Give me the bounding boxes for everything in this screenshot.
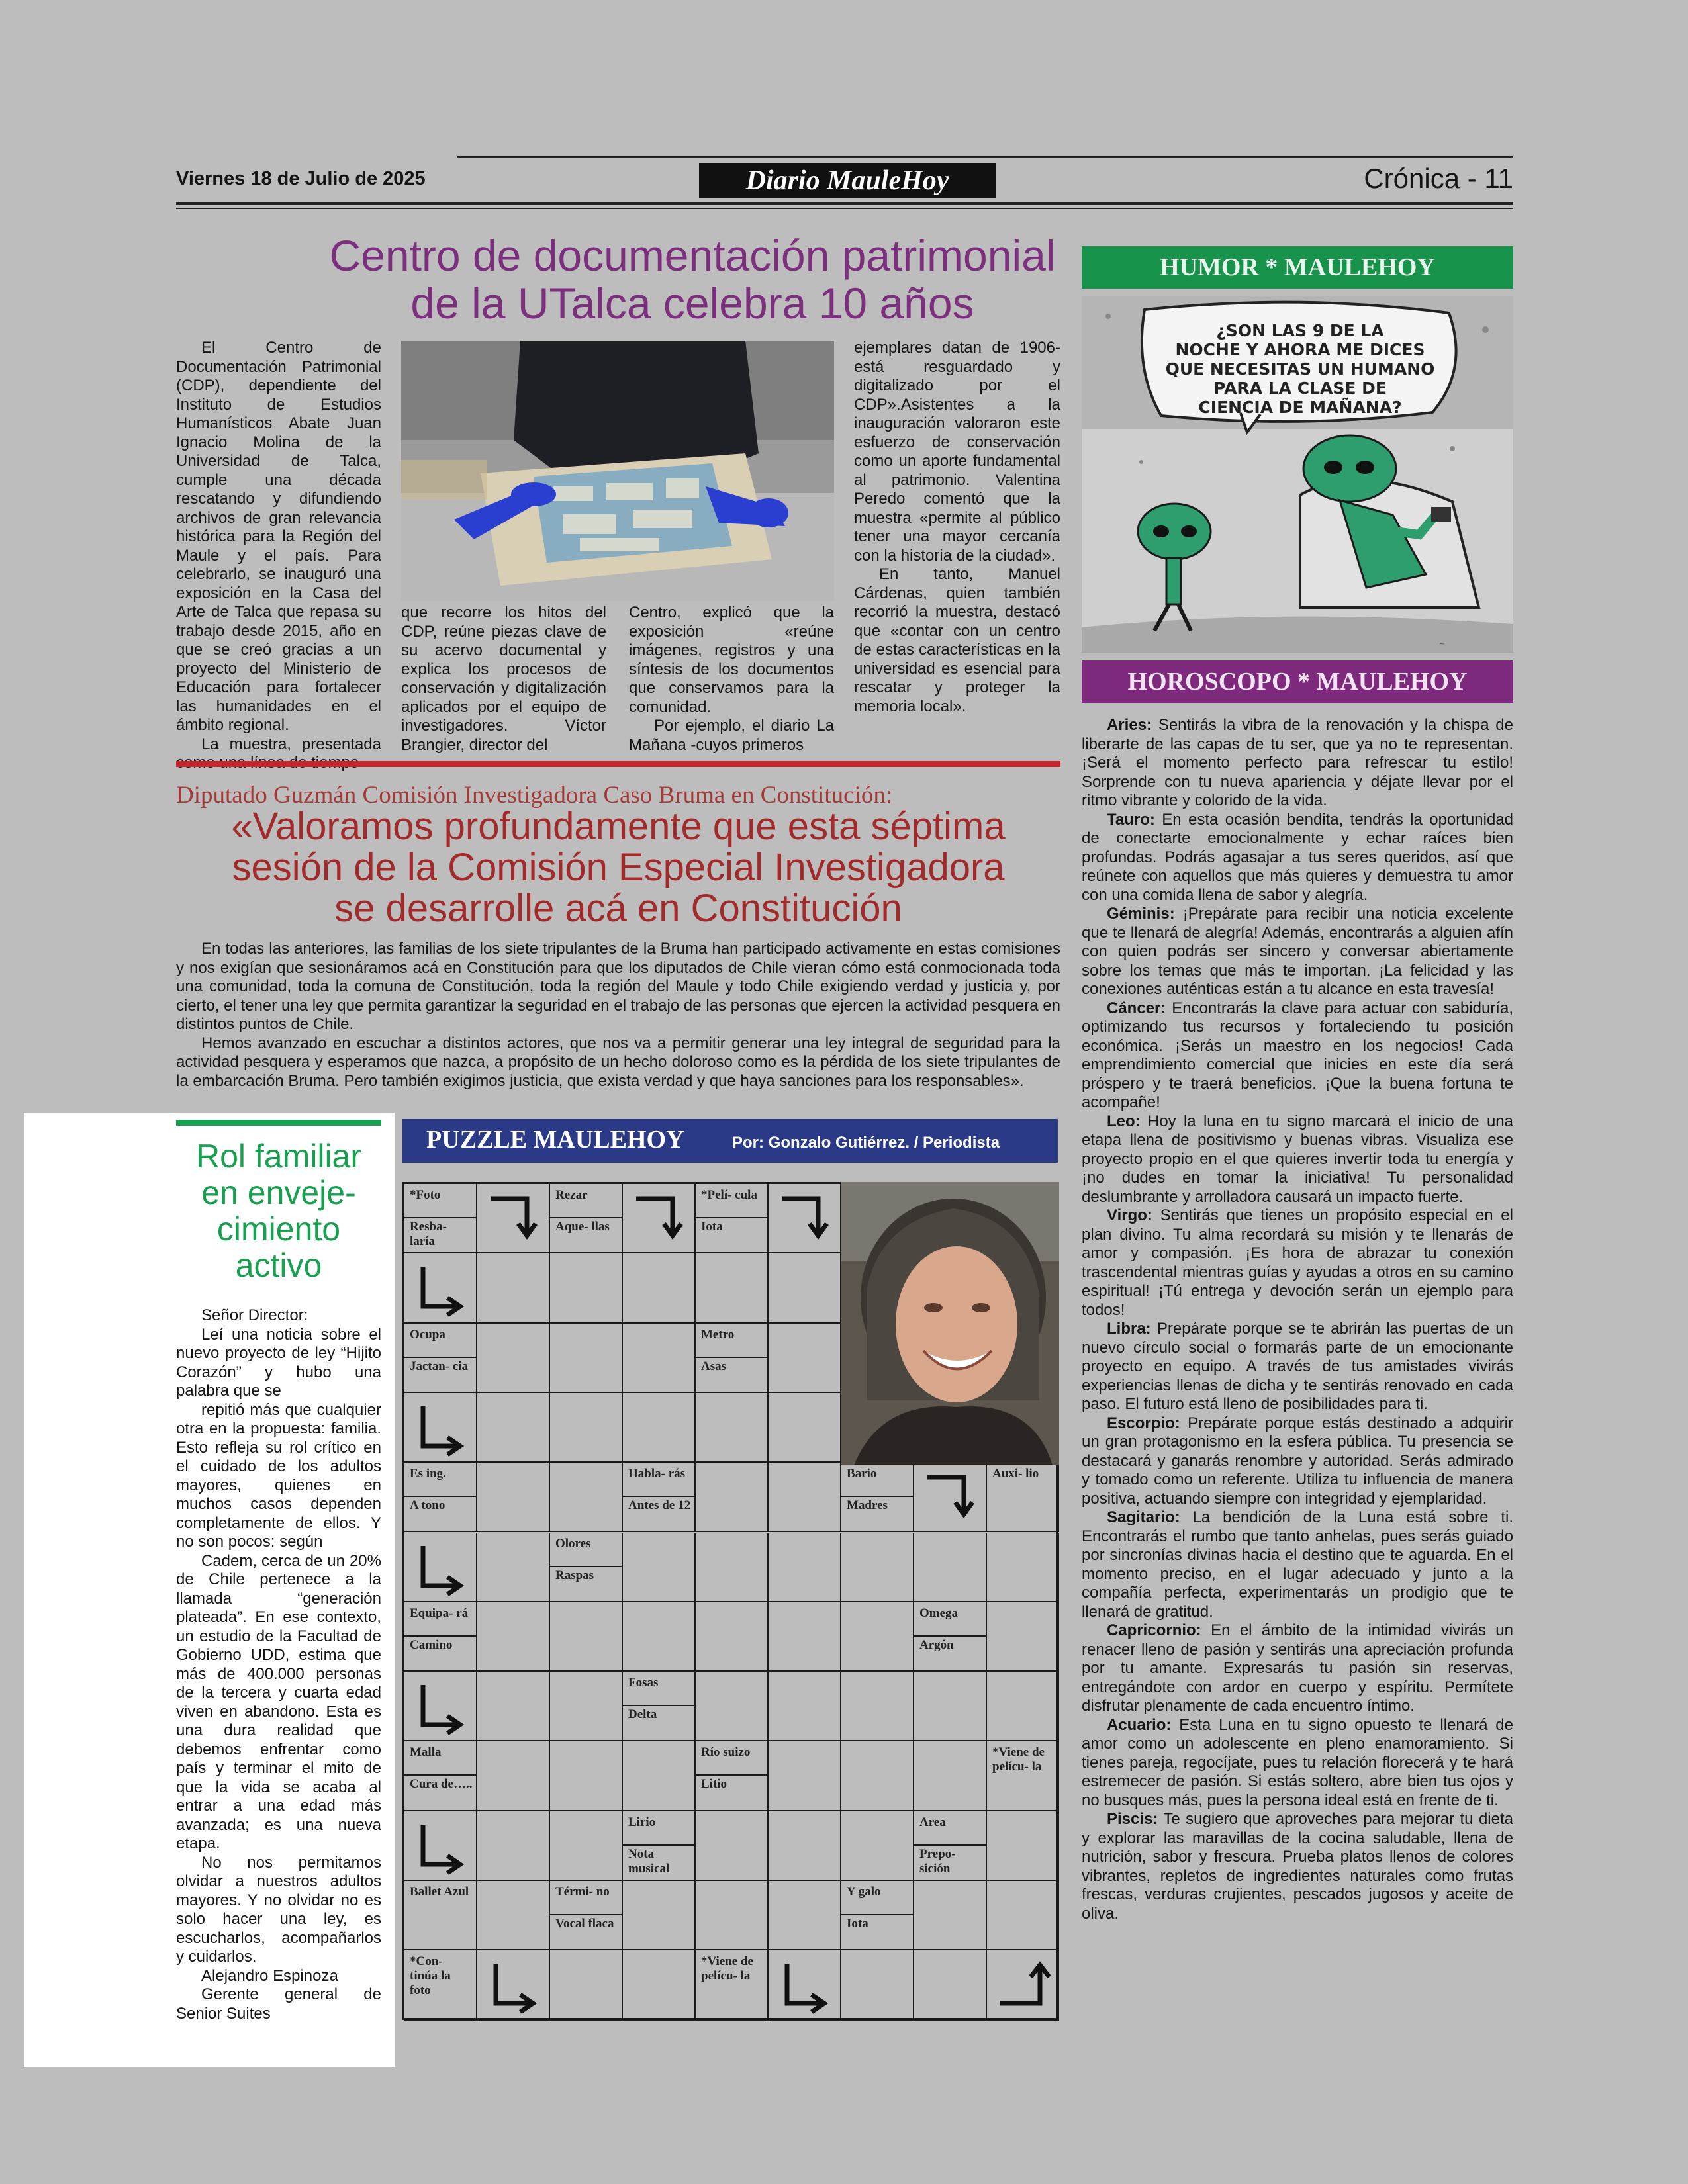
clue-divider: [841, 1496, 913, 1497]
grid-cell[interactable]: [477, 1533, 550, 1602]
arrow-bent-right-icon: [477, 1950, 550, 2020]
grid-cell[interactable]: [769, 1881, 841, 1950]
letter-body: [176, 1306, 381, 2023]
paragraph: Cadem, cerca de un 20% de Chile pertenece a la llamada “generación plateada”. En ese contexto, un estudio de la Facultad de Gobierno UDD, estima que más de 400.000 personas de la tercera y cuarta edad viven en abandono. Esta es una dura realidad que debemos enfrentar como país y terminar el mito de que la vida se acaba al entrar a una edad más avanzada; es una nueva etapa.: [176, 1551, 381, 1852]
clue-divider: [914, 1635, 986, 1637]
crossword-clue: Bario: [847, 1467, 877, 1481]
horoscope-entry: [1082, 716, 1513, 811]
arrow-bent-right-icon: [404, 1253, 477, 1323]
clue-divider: [623, 1844, 694, 1846]
crossword-clue: *Pelí- cula: [701, 1188, 757, 1202]
grid-cell[interactable]: [696, 1672, 769, 1741]
grid-cell[interactable]: [477, 1672, 550, 1741]
grid-cell[interactable]: [769, 1602, 841, 1672]
grid-cell[interactable]: [769, 1324, 841, 1393]
zodiac-sign-name: Acuario:: [1107, 1715, 1172, 1734]
clue-divider: [696, 1217, 767, 1218]
crossword-clue: Madres: [847, 1498, 888, 1513]
zodiac-sign-name: Tauro:: [1107, 810, 1155, 829]
zodiac-sign-text: Esta Luna en tu signo opuesto te llenará de amor como un adolescente en pleno enamoramiento. Si tienes pareja, regocíjate, pues tu relación florecerá y te hará estremecer de pasión. Si estás soltero, abre bien tus ojos y no busques más, pues la persona ideal está en frente de ti.: [1082, 1715, 1513, 1809]
grid-cell[interactable]: [769, 1811, 841, 1881]
zodiac-sign-text: Encontrarás la clave para actuar con sabiduría, optimizando tus recursos y fortaleciendo tu posición económica. ¡Serás un maestro en los negocios! Cada emprendimiento comercial que inicies en este día será próspero y te traerá beneficios. ¡Que la buena fortuna te acompañe!: [1082, 999, 1513, 1111]
crossword-clue: Omega: [919, 1606, 959, 1620]
grid-cell[interactable]: [914, 1741, 987, 1811]
clue-divider: [623, 1496, 694, 1497]
clue-divider: [696, 1357, 767, 1358]
crossword-clue: *Con- tinúa la foto: [410, 1954, 451, 1998]
zodiac-sign-text: En el ámbito de la intimidad vivirás un renacer lleno de pasión y sentirás una apreciación profunda por tu amante. Expresarás tu pasión sin reservas, entregándote con ardor en cuerpo y espíritu. Permítete disfrutar plenamente de cada encuentro íntimo.: [1082, 1621, 1513, 1715]
crossword-clue: *Viene de pelícu- la: [992, 1745, 1045, 1774]
arrow-up-right-icon: [987, 1950, 1059, 2020]
article-2-body: [176, 940, 1060, 1091]
grid-cell[interactable]: [623, 1393, 696, 1463]
headline-line: en enveje-: [201, 1174, 356, 1211]
horoscope-entry: [1082, 999, 1513, 1113]
crossword-clue: Habla- rás: [628, 1467, 686, 1481]
crossword-clue: *Foto: [410, 1188, 441, 1202]
headline-line: cimiento: [216, 1210, 341, 1248]
zodiac-sign-name: Escorpio:: [1107, 1414, 1180, 1432]
crossword-clue: Argón: [919, 1637, 954, 1652]
clue-divider: [404, 1635, 476, 1637]
paragraph: Centro, explicó que la exposición «reúne imágenes, registros y una síntesis de los documentos que conservamos para la comunidad.: [629, 604, 834, 716]
crossword-clue: Olores: [555, 1536, 591, 1551]
crossword-clue: Resba- laría: [410, 1220, 447, 1248]
grid-cell[interactable]: [987, 1881, 1059, 1950]
zodiac-sign-name: Cáncer:: [1107, 999, 1166, 1017]
crossword-clue: *Viene de pelícu- la: [701, 1954, 753, 1983]
arrow-down-icon: [769, 1184, 841, 1253]
grid-cell[interactable]: [477, 1324, 550, 1393]
paragraph: En tanto, Manuel Cárdenas, quien también recorrió la muestra, destacó que «contar con un centro de estas características en la universidad es esencial para rescatar y proteger la memoria local».: [854, 565, 1060, 715]
horoscope-entry: [1082, 1810, 1513, 1923]
grid-cell[interactable]: [696, 1393, 769, 1463]
arrow-down-icon: [914, 1463, 987, 1532]
grid-cell[interactable]: [914, 1881, 987, 1950]
grid-cell[interactable]: [769, 1253, 841, 1323]
grid-cell[interactable]: [914, 1672, 987, 1741]
zodiac-sign-name: Leo:: [1107, 1112, 1141, 1130]
paragraph: El Centro de Documentación Patrimonial (CDP), dependiente del Instituto de Estudios Humanísticos Abate Juan Ignacio Molina de la Universidad de Talca, cumple una década rescatando y difundiendo archivos de gran relevancia histórica para la Región del Maule y el país. Para celebrarlo, se inauguró una exposición en la Casa del Arte de Talca que repasa su trabajo desde 2015, año en que se creó gracias a un proyecto del Ministerio de Educación para fortalecer las humanidades en el ámbito regional.: [176, 339, 381, 734]
grid-cell[interactable]: [477, 1881, 550, 1950]
paragraph: En todas las anteriores, las familias de los siete tripulantes de la Bruma han participado activamente en estas comisiones y nos exigían que sesionáramos acá en Constitución para que los diputados de Chile vieran cómo está conmocionada toda una comunidad, toda la comuna de Constitución, toda la región del Maule y todo Chile exigiendo verdad y justicia y, por cierto, el tener una ley que permita garantizar la seguridad en el trabajo de las personas que ejercen la actividad pesquera en distintos puntos de Chile.: [176, 940, 1060, 1033]
arrow-down-icon: [623, 1184, 696, 1253]
clue-divider: [404, 1496, 476, 1497]
grid-cell[interactable]: [477, 1811, 550, 1881]
crossword-clue: Delta: [628, 1707, 657, 1722]
crossword-clue: Térmi- no: [555, 1885, 610, 1899]
archive-photo: [401, 341, 834, 601]
horoscope-entry: [1082, 1621, 1513, 1716]
crossword-clue: Ballet Azul: [410, 1885, 469, 1899]
humor-cartoon: [1082, 296, 1513, 653]
puzzle-header: [402, 1119, 1058, 1163]
humor-header: HUMOR * MAULEHOY: [1082, 246, 1513, 289]
grid-cell[interactable]: [841, 1741, 914, 1811]
grid-cell[interactable]: [550, 1741, 623, 1811]
crossword-clue: Rezar: [555, 1188, 588, 1202]
grid-cell[interactable]: [769, 1672, 841, 1741]
zodiac-sign-name: Libra:: [1107, 1320, 1151, 1338]
signature-name: Alejandro Espinoza: [201, 1966, 338, 1985]
section-divider: [176, 761, 1060, 767]
clue-divider: [550, 1914, 622, 1915]
grid-cell[interactable]: [769, 1463, 841, 1532]
arrow-bent-right-icon: [404, 1533, 477, 1602]
article-1-headline: [176, 232, 1209, 327]
horoscope-entry: [1082, 1508, 1513, 1621]
horoscope-entry: [1082, 1716, 1513, 1811]
crossword-clue: Nota musical: [628, 1846, 670, 1876]
zodiac-sign-text: En esta ocasión bendita, tendrás la oportunidad de conectarte emocionalmente y echar raíces bien profundas. Podrás agasajar a tus seres queridos, así que reúnete con aquellos que más quieres y demuestra tu amor con una comida llena de sabor y alegría.: [1082, 810, 1514, 904]
crossword-clue: Fosas: [628, 1676, 659, 1690]
grid-cell[interactable]: [987, 1602, 1059, 1672]
clue-divider: [914, 1844, 986, 1846]
crossword-clue: Iota: [701, 1220, 723, 1234]
grid-cell[interactable]: [477, 1253, 550, 1323]
paragraph: No nos permitamos olvidar a nuestros adultos mayores. Y no olvidar no es solo hacer una ley, es escucharlos, acompañarlos y cuidarlos.: [176, 1853, 381, 1966]
paragraph: ejemplares datan de 1906- está resguardado y digitalizado por el CDP».Asistentes a la inauguración valoraron este esfuerzo de conservación como un aporte fundamental al patrimonio. Valentina Peredo comentó que la muestra «permite al público tener una mayor cercanía con la historia de la ciudad».: [854, 339, 1060, 565]
article-1-column-2: [401, 604, 606, 754]
section-page-label: Crónica - 11: [1364, 163, 1513, 194]
article-2-headline: [176, 806, 1060, 929]
zodiac-sign-name: Géminis:: [1107, 905, 1175, 923]
horoscope-entry: [1082, 905, 1513, 999]
newspaper-logo: Diario MauleHoy: [699, 163, 996, 198]
grid-cell[interactable]: [696, 1463, 769, 1532]
crossword-clue: Cura de…..: [410, 1777, 473, 1792]
crossword-clue: Vocal flaca: [555, 1917, 614, 1931]
zodiac-sign-text: Te sugiero que aproveches para mejorar tu dieta y explorar las maravillas de la cocina saludable, llena de nutrición, sabor y frescura. Prueba platos llenos de colores vibrantes, repletos de ingredientes naturales como frutas frescas, verduras crujientes, pescados jugosos y aceite de oliva.: [1082, 1810, 1513, 1923]
paragraph: repitió más que cualquier otra en la propuesta: familia. Esto refleja su rol crítico en el cuidado de los adultos mayores, quienes en muchos casos dependen completamente de ellos. Y no son pocos: según: [176, 1400, 381, 1551]
clue-divider: [404, 1774, 476, 1776]
grid-cell[interactable]: [841, 1950, 914, 2020]
crossword-clue: Equipa- rá: [410, 1606, 469, 1620]
paragraph: La muestra, presentada: [201, 735, 381, 753]
grid-cell[interactable]: [623, 1881, 696, 1950]
grid-cell[interactable]: [623, 1741, 696, 1811]
grid-cell[interactable]: [623, 1533, 696, 1602]
grid-cell[interactable]: [914, 1950, 987, 2020]
grid-cell[interactable]: [696, 1881, 769, 1950]
cartoon-signature: ~: [1439, 639, 1446, 648]
horoscope-entry: [1082, 811, 1513, 905]
clue-divider: [623, 1705, 694, 1706]
grid-cell[interactable]: [769, 1533, 841, 1602]
bubble-line: ¿SON LAS 9 DE LA: [1216, 321, 1384, 340]
grid-cell[interactable]: [550, 1393, 623, 1463]
grid-cell[interactable]: [477, 1741, 550, 1811]
paragraph: que recorre los hitos del CDP, reúne piezas clave de su acervo documental y explica los procesos de conservación y digitalización aplicados por el equipo de investigadores. Víctor Brangier, director del: [401, 604, 606, 754]
grid-cell[interactable]: [477, 1602, 550, 1672]
crossword-clue: Iota: [847, 1917, 868, 1931]
clue-divider: [696, 1774, 767, 1776]
clue-divider: [404, 1217, 476, 1218]
crossword-clue: Auxi- lio: [992, 1467, 1039, 1481]
crossword-clue: Y galo: [847, 1885, 881, 1899]
zodiac-sign-name: Virgo:: [1107, 1206, 1152, 1224]
bubble-line: QUE NECESITAS UN HUMANO: [1165, 359, 1435, 379]
horoscope-body: [1082, 716, 1513, 1923]
grid-cell[interactable]: [623, 1950, 696, 2020]
bubble-line: PARA LA CLASE DE: [1213, 379, 1387, 398]
grid-cell[interactable]: [477, 1393, 550, 1463]
headline-line: de la UTalca celebra 10 años: [410, 279, 974, 328]
zodiac-sign-name: Capricornio:: [1107, 1621, 1201, 1639]
arrow-bent-right-icon: [769, 1950, 841, 2020]
zodiac-sign-name: Aries:: [1107, 716, 1152, 734]
horoscope-entry: [1082, 1206, 1513, 1320]
arrow-bent-right-icon: [404, 1672, 477, 1741]
grid-cell[interactable]: [769, 1393, 841, 1463]
grid-cell[interactable]: [550, 1811, 623, 1881]
paragraph: Hemos avanzado en escuchar a distintos actores, que nos va a permitir generar una ley integral de seguridad para la actividad pesquera y esperamos que nazca, a propósito de un hecho doloroso como es la pérdida de los siete tripulantes de la embarcación Bruma. Pero también exigimos justicia, que exista verdad y que haya sanciones para los responsables».: [176, 1034, 1060, 1090]
horoscope-entry: [1082, 1113, 1513, 1207]
crossword-clue: Aque- llas: [555, 1220, 610, 1234]
header-top-rule: [457, 156, 1513, 158]
puzzle-photo-image: [841, 1182, 1059, 1465]
grid-cell[interactable]: [550, 1253, 623, 1323]
paragraph: Por ejemplo, el diario La Mañana -cuyos primeros: [629, 717, 834, 754]
grid-cell[interactable]: [696, 1533, 769, 1602]
grid-cell[interactable]: [550, 1602, 623, 1672]
headline-line: «Valoramos profundamente que esta séptima: [231, 805, 1006, 848]
headline-line: Rol familiar: [195, 1138, 362, 1175]
header-rule-thin: [176, 208, 1513, 209]
zodiac-sign-text: Prepárate porque se te abrirán las puertas de un nuevo círculo social o formarás parte de un emocionante proyecto en equipo. A través de tus amistades vivirás experiencias llenas de dicha y te sentirás renovado en cada paso. El futuro está lleno de posibilidades para ti.: [1082, 1320, 1514, 1413]
crossword-clue: Río suizo: [701, 1745, 751, 1760]
puzzle-photo: [841, 1182, 1059, 1465]
bubble-line: CIENCIA DE MAÑANA?: [1198, 398, 1402, 417]
headline-line: activo: [235, 1247, 322, 1284]
article-2-kicker: Diputado Guzmán Comisión Investigadora Caso Bruma en Constitución:: [176, 782, 893, 809]
puzzle-byline: Por: Gonzalo Gutiérrez. / Periodista: [732, 1134, 1000, 1152]
bubble-line: NOCHE Y AHORA ME DICES: [1175, 340, 1425, 359]
headline-line: sesión de la Comisión Especial Investigadora: [232, 846, 1005, 889]
crossword-clue: Litio: [701, 1777, 727, 1792]
grid-cell[interactable]: [550, 1463, 623, 1532]
headline-line: se desarrolle acá en Constitución: [334, 887, 902, 930]
arrow-bent-right-icon: [404, 1811, 477, 1881]
grid-cell[interactable]: [623, 1324, 696, 1393]
paragraph: Leí una noticia sobre el nuevo proyecto de ley “Hijito Corazón” y hubo una palabra que se: [176, 1325, 381, 1400]
grid-cell[interactable]: [769, 1741, 841, 1811]
grid-cell[interactable]: [841, 1811, 914, 1881]
crossword-clue: Prepo- sición: [919, 1846, 956, 1876]
grid-cell[interactable]: [696, 1602, 769, 1672]
puzzle-title: PUZZLE MAULEHOY: [426, 1126, 684, 1154]
grid-cell[interactable]: [550, 1324, 623, 1393]
zodiac-sign-text: Hoy la luna en tu signo marcará el inicio de una etapa llena de positivismo y buenas vibras. Visualiza ese proyecto propio en el que quieres invertir toda tu energía y ¡no dudes en tomar la iniciativa! Tu personalidad deslumbrante y arrolladora causará un impacto fuerte.: [1082, 1112, 1513, 1206]
zodiac-sign-text: Prepárate porque estás destinado a adquirir un gran protagonismo en la esfera pública. Tu presencia se destacará y ganarás renombre y autoridad. Serás admirado y tomado como un referente. Utiliza tu influencia de manera positiva, actuando siempre con integridad y ejemplaridad.: [1082, 1414, 1513, 1508]
clue-divider: [404, 1357, 476, 1358]
clue-divider: [550, 1217, 622, 1218]
grid-cell[interactable]: [550, 1672, 623, 1741]
zodiac-sign-text: La bendición de la Luna está sobre ti. Encontrarás el rumbo que tanto anhelas, pues serás guiado por sincronías divinas hacia el destino que te aguarda. En el momento preciso, en el lugar adecuado y junto a la compañía perfecta, experimentarás un prodigio que te llenará de gratitud.: [1082, 1508, 1514, 1621]
crossword-clue: Malla: [410, 1745, 442, 1760]
zodiac-sign-text: Sentirás que tienes un propósito especial en el plan divino. Tu alma recordará su misión y te llenarás de amor y compasión. ¡Es hora de abrazar tu conexión trascendental mientras guías y ayudas a otros en su camino espiritual! ¡Tú entrega y devoción serán un ejemplo para todos!: [1082, 1206, 1513, 1319]
crossword-clue: A tono: [410, 1498, 445, 1513]
horoscope-entry: [1082, 1414, 1513, 1509]
grid-cell[interactable]: [841, 1672, 914, 1741]
grid-cell[interactable]: [623, 1602, 696, 1672]
crossword-clue: Lirio: [628, 1815, 656, 1829]
grid-cell[interactable]: [987, 1672, 1059, 1741]
zodiac-sign-text: Sentirás la vibra de la renovación y la chispa de liberarte de las capas de tu ser, que ya no te representan. ¡Será el momento perfecto para refrescar tu estilo! Sorprende con tu nueva apariencia y déjate llevar por el ritmo vibrante y colorido de la vida.: [1082, 716, 1514, 809]
zodiac-sign-name: Piscis:: [1107, 1810, 1158, 1828]
grid-cell[interactable]: [841, 1533, 914, 1602]
horoscope-entry: [1082, 1320, 1513, 1414]
zodiac-sign-text: ¡Prepárate para recibir una noticia excelente que te llenará de alegría! Además, encontrarás a alguien afín con quien podrás ser sincero y conversar abiertamente sobre los temas que más te importan. ¡La felicidad y las conexiones auténticas están a tu alcance en esta travesía!: [1082, 905, 1513, 998]
salutation: Señor Director:: [201, 1306, 308, 1324]
crossword-clue: Antes de 12: [628, 1498, 690, 1513]
crossword-clue: Area: [919, 1815, 946, 1829]
crossword-clue: Camino: [410, 1637, 453, 1652]
arrow-down-icon: [477, 1184, 550, 1253]
header-rule: [176, 202, 1513, 205]
crossword-clue: Es ing.: [410, 1467, 446, 1481]
article-1-column-4: [854, 339, 1060, 716]
article-1-column-3: [629, 604, 834, 754]
grid-cell[interactable]: [623, 1253, 696, 1323]
letter-headline: [176, 1138, 381, 1284]
cartoon-image: [1082, 296, 1513, 653]
crossword-clue: Asas: [701, 1359, 727, 1373]
clue-divider: [550, 1566, 622, 1567]
crossword-clue: Metro: [701, 1327, 735, 1342]
letter-top-rule: [176, 1120, 381, 1126]
arrow-bent-right-icon: [404, 1393, 477, 1463]
crossword-clue: Ocupa: [410, 1327, 445, 1342]
grid-cell[interactable]: [477, 1463, 550, 1532]
crossword-clue: Jactan- cia: [410, 1359, 469, 1373]
clue-divider: [841, 1914, 913, 1915]
issue-date: Viernes 18 de Julio de 2025: [176, 168, 426, 189]
archive-photo-image: [401, 341, 834, 601]
article-1-column-1: [176, 339, 381, 773]
grid-cell[interactable]: [987, 1811, 1059, 1881]
headline-line: Centro de documentación patrimonial: [329, 231, 1056, 280]
zodiac-sign-name: Sagitario:: [1107, 1508, 1180, 1526]
grid-cell[interactable]: [841, 1602, 914, 1672]
crossword-clue: Raspas: [555, 1568, 594, 1582]
signature-title: Gerente general de Senior Suites: [176, 1985, 381, 2023]
grid-cell[interactable]: [696, 1253, 769, 1323]
grid-cell[interactable]: [696, 1811, 769, 1881]
grid-cell[interactable]: [550, 1950, 623, 2020]
grid-cell[interactable]: [914, 1533, 987, 1602]
grid-cell[interactable]: [987, 1533, 1059, 1602]
horoscope-header: HOROSCOPO * MAULEHOY: [1082, 660, 1513, 703]
